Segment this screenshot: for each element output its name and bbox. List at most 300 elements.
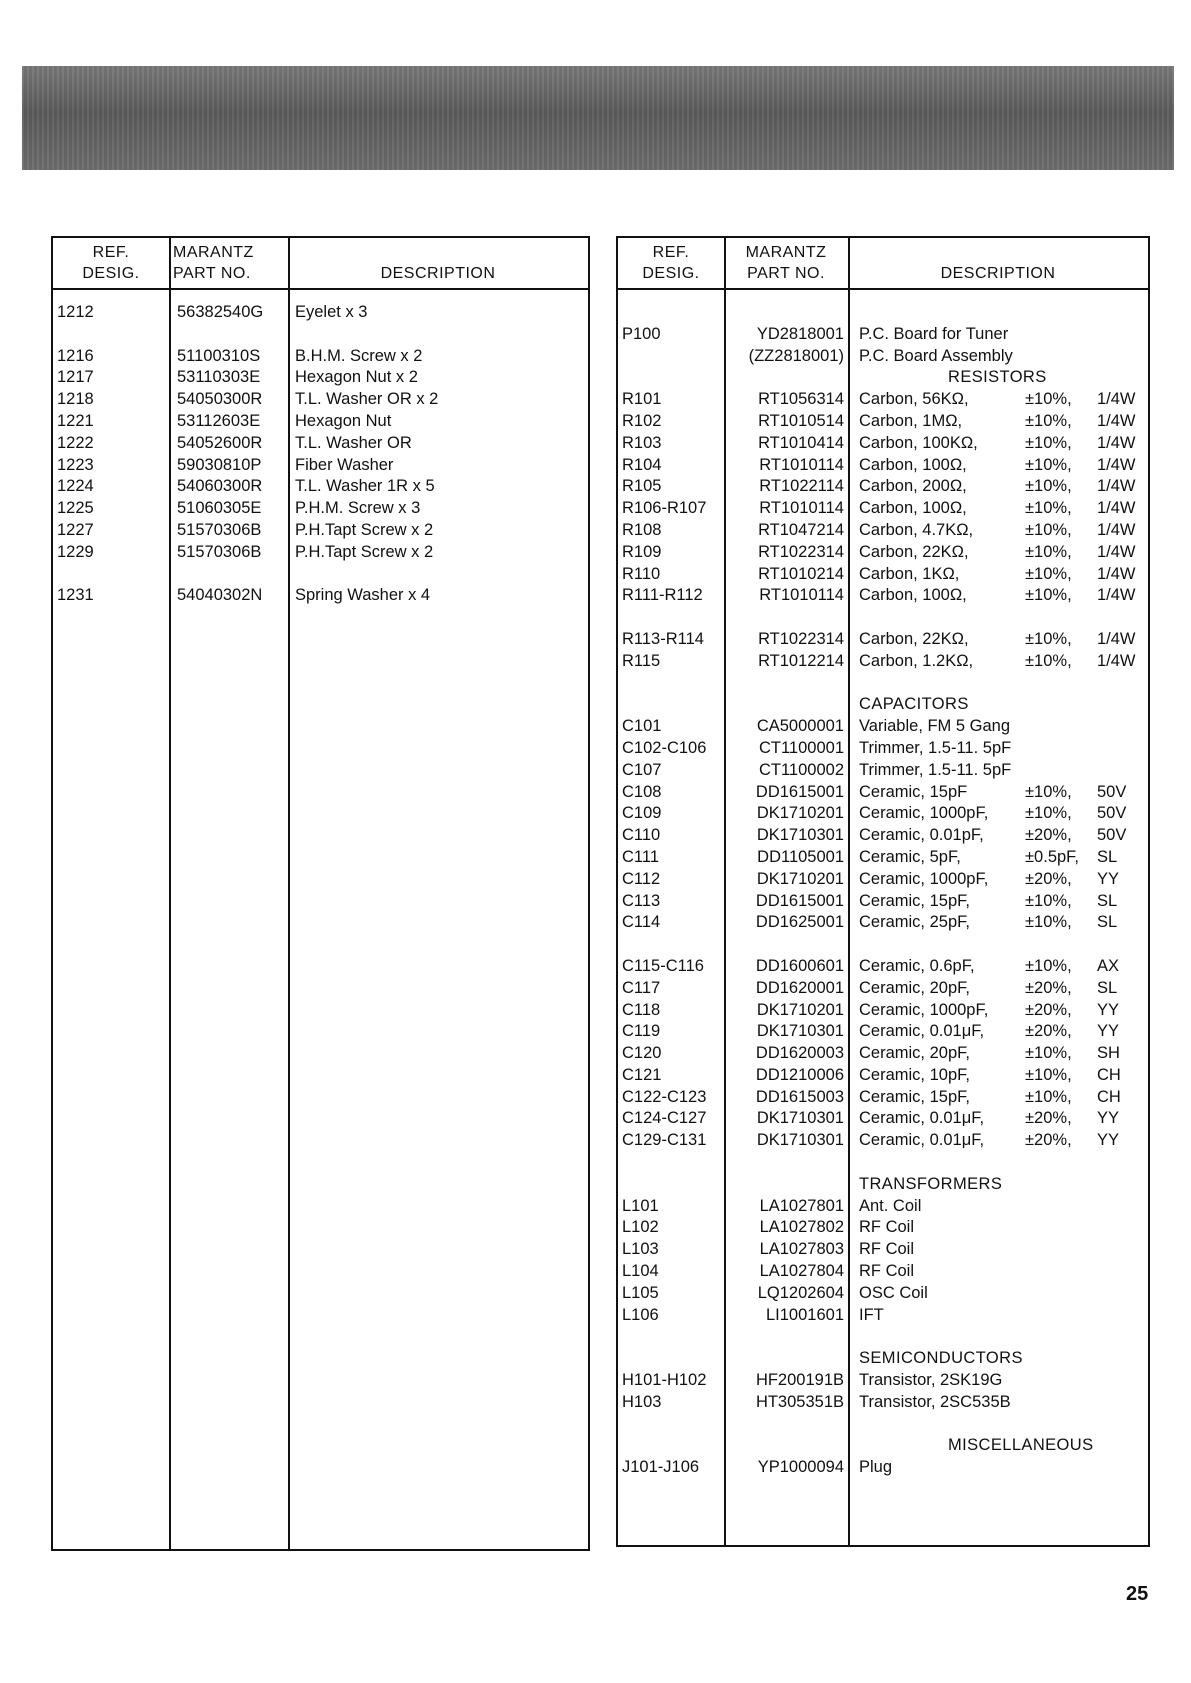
ref-designator: C113	[622, 891, 661, 910]
ref-designator: 1217	[57, 368, 94, 387]
table-row	[618, 433, 1148, 455]
part-number: YP1000094	[757, 1458, 844, 1477]
table-row	[618, 760, 1148, 782]
page-number: 25	[1126, 1583, 1149, 1605]
table-row	[618, 1239, 1148, 1261]
rating: SL	[1097, 891, 1118, 910]
ref-designator: R101	[622, 390, 662, 409]
description: Ceramic, 1000pF,	[859, 869, 989, 888]
description: Hexagon Nut	[295, 411, 392, 430]
description: Carbon, 100KΩ,	[859, 433, 978, 452]
description: Eyelet x 3	[295, 303, 368, 321]
ref-designator: C101	[622, 717, 662, 736]
table-row	[618, 389, 1148, 411]
table-row	[618, 847, 1148, 869]
table-row	[618, 1283, 1148, 1305]
rating: 1/4W	[1097, 411, 1136, 430]
ref-designator: C114	[622, 913, 661, 932]
ref-designator: P100	[622, 324, 661, 343]
ref-designator: 1222	[57, 433, 94, 452]
right-parts-table	[616, 236, 1150, 1547]
part-number: RT1022314	[758, 542, 844, 561]
rating: YY	[1097, 1000, 1120, 1019]
description: Ceramic, 0.01pF,	[859, 826, 984, 845]
part-number: LA1027801	[759, 1196, 844, 1215]
tolerance: ±10%,	[1025, 782, 1072, 801]
description: Carbon, 100Ω,	[859, 455, 967, 474]
part-number: 53112603E	[177, 411, 261, 430]
part-number: 54060300R	[177, 477, 263, 496]
row-spacer	[53, 564, 588, 586]
table-row	[618, 1305, 1148, 1327]
ref-designator: R104	[622, 455, 662, 474]
table-row	[53, 433, 588, 455]
part-number: YD2818001	[756, 324, 844, 343]
rating: SL	[1097, 913, 1118, 932]
tolerance: ±20%,	[1025, 1109, 1072, 1128]
description: P.H.M. Screw x 3	[295, 499, 421, 518]
description: RF Coil	[859, 1240, 915, 1259]
part-header-line1: MARANTZ	[173, 244, 254, 261]
part-number: 51570306B	[177, 542, 262, 561]
part-number: RT1056314	[758, 390, 844, 409]
table-row	[618, 455, 1148, 477]
ref-designator: C129-C131	[622, 1131, 707, 1150]
ref-designator: R105	[622, 477, 662, 496]
description: Ceramic, 5pF,	[859, 847, 961, 866]
table-row	[53, 302, 588, 324]
section-title: RESISTORS	[948, 368, 1047, 387]
description: P.C. Board for Tuner	[859, 324, 1009, 343]
description: T.L. Washer 1R x 5	[295, 477, 435, 496]
tolerance: ±10%,	[1025, 651, 1072, 670]
table-row	[618, 1000, 1148, 1022]
description: Ant. Coil	[859, 1196, 922, 1215]
table-row	[53, 542, 588, 564]
tolerance: ±10%,	[1025, 956, 1072, 975]
description: Fiber Washer	[295, 455, 394, 474]
description: T.L. Washer OR	[295, 433, 412, 452]
rating: 1/4W	[1097, 586, 1136, 605]
part-number: RT1047214	[758, 520, 844, 539]
table-header	[53, 238, 588, 290]
rating: YY	[1097, 869, 1120, 888]
rating: 1/4W	[1097, 433, 1136, 452]
section-heading	[618, 367, 1148, 389]
ref-designator: R102	[622, 411, 662, 430]
part-number: CT1100002	[758, 760, 844, 779]
table-row	[618, 1130, 1148, 1152]
part-number: DK1710201	[756, 1000, 844, 1019]
tolerance: ±0.5pF,	[1025, 847, 1080, 866]
tolerance: ±10%,	[1025, 891, 1072, 910]
row-spacer	[618, 1414, 1148, 1436]
table-row	[618, 542, 1148, 564]
part-number: CA5000001	[756, 717, 844, 736]
tolerance: ±10%,	[1025, 499, 1072, 518]
ref-designator: R108	[622, 520, 662, 539]
ref-designator: C119	[622, 1022, 661, 1041]
ref-designator: L101	[622, 1196, 659, 1215]
tolerance: ±20%,	[1025, 869, 1072, 888]
part-header-line2: PART NO.	[173, 265, 251, 282]
part-number: 56382540G	[177, 303, 264, 321]
description-header: DESCRIPTION	[940, 265, 1056, 282]
description: Carbon, 100Ω,	[859, 586, 967, 605]
part-number: DD1210006	[755, 1065, 844, 1084]
table-row	[53, 498, 588, 520]
ref-designator: C111	[622, 847, 659, 866]
part-number: 54040302N	[177, 586, 263, 605]
row-spacer	[618, 673, 1148, 695]
part-number: 54050300R	[177, 390, 263, 409]
description: Ceramic, 20pF,	[859, 978, 970, 997]
table-row	[618, 1196, 1148, 1218]
part-number: RT1010114	[759, 499, 844, 518]
rating: YY	[1097, 1109, 1120, 1128]
ref-designator: 1212	[57, 303, 94, 321]
rating: 50V	[1097, 826, 1127, 845]
ref-designator: C107	[622, 760, 662, 779]
ref-designator: R109	[622, 542, 662, 561]
description: Carbon, 1.2KΩ,	[859, 651, 974, 670]
rating: CH	[1097, 1087, 1121, 1106]
ref-designator: C115-C116	[622, 956, 704, 975]
row-spacer	[53, 324, 588, 346]
table-row	[618, 912, 1148, 934]
table-row	[618, 869, 1148, 891]
part-number: CT1100001	[758, 738, 844, 757]
description: P.C. Board Assembly	[859, 346, 1013, 365]
tolerance: ±10%,	[1025, 520, 1072, 539]
ref-designator: L106	[622, 1305, 659, 1324]
table-row	[618, 803, 1148, 825]
rating: SL	[1097, 847, 1118, 866]
header-banner	[22, 66, 1174, 170]
part-header-line2: PART NO.	[747, 265, 825, 282]
part-number: LA1027803	[759, 1240, 844, 1259]
part-number: 51570306B	[177, 520, 262, 539]
part-number: 51100310S	[177, 346, 261, 365]
ref-designator: J101-J106	[622, 1458, 700, 1477]
rating: 1/4W	[1097, 629, 1136, 648]
right-rows	[618, 302, 1148, 1479]
ref-designator: C102-C106	[622, 738, 707, 757]
description: Carbon, 1MΩ,	[859, 411, 963, 430]
table-row	[53, 367, 588, 389]
description: Spring Washer x 4	[295, 586, 431, 605]
ref-header-line2: DESIG.	[642, 265, 700, 282]
description: IFT	[859, 1305, 884, 1324]
row-spacer	[618, 302, 1148, 324]
ref-designator: L103	[622, 1240, 659, 1259]
part-number: RT1010114	[759, 586, 844, 605]
section-title: CAPACITORS	[859, 695, 969, 714]
table-row	[618, 629, 1148, 651]
tolerance: ±10%,	[1025, 477, 1072, 496]
ref-designator: L105	[622, 1283, 659, 1302]
part-number: DD1105001	[757, 847, 844, 866]
ref-designator: C118	[622, 1000, 661, 1019]
part-number: DD1620003	[755, 1044, 844, 1063]
table-row	[618, 585, 1148, 607]
ref-header-line1: REF.	[92, 244, 130, 261]
row-spacer	[618, 934, 1148, 956]
rating: 50V	[1097, 804, 1127, 823]
ref-designator: 1227	[57, 520, 94, 539]
tolerance: ±10%,	[1025, 586, 1072, 605]
description: Trimmer, 1.5-11. 5pF	[859, 738, 1012, 757]
description: Transistor, 2SK19G	[859, 1371, 1003, 1390]
section-heading	[618, 694, 1148, 716]
rating: 1/4W	[1097, 542, 1136, 561]
description: Ceramic, 0.6pF,	[859, 956, 975, 975]
description: Carbon, 4.7KΩ,	[859, 520, 974, 539]
description: RF Coil	[859, 1218, 915, 1237]
table-row	[618, 1021, 1148, 1043]
description: Ceramic, 0.01μF,	[859, 1109, 985, 1128]
description: OSC Coil	[859, 1283, 928, 1302]
rating: YY	[1097, 1131, 1120, 1150]
table-row	[618, 891, 1148, 913]
part-number: RT1010414	[758, 433, 844, 452]
rating: 1/4W	[1097, 499, 1136, 518]
ref-header-line2: DESIG.	[82, 265, 140, 282]
tolerance: ±20%,	[1025, 978, 1072, 997]
ref-designator: C110	[622, 826, 661, 845]
ref-designator: C121	[622, 1065, 662, 1084]
description: Carbon, 200Ω,	[859, 477, 967, 496]
tolerance: ±10%,	[1025, 629, 1072, 648]
ref-designator: C112	[622, 869, 661, 888]
tolerance: ±20%,	[1025, 1131, 1072, 1150]
part-number: HF200191B	[755, 1371, 844, 1390]
tolerance: ±10%,	[1025, 564, 1072, 583]
ref-designator: C120	[622, 1044, 662, 1063]
ref-designator: 1224	[57, 477, 94, 496]
table-row	[53, 411, 588, 433]
tolerance: ±10%,	[1025, 913, 1072, 932]
table-row	[618, 782, 1148, 804]
description: Carbon, 1KΩ,	[859, 564, 960, 583]
rating: 1/4W	[1097, 520, 1136, 539]
table-row	[618, 651, 1148, 673]
table-row	[618, 1370, 1148, 1392]
part-number: LQ1202604	[757, 1283, 844, 1302]
table-row	[53, 389, 588, 411]
description: Carbon, 100Ω,	[859, 499, 967, 518]
description: Ceramic, 10pF,	[859, 1065, 970, 1084]
ref-designator: 1218	[57, 390, 94, 409]
ref-designator: C117	[622, 978, 661, 997]
section-title: SEMICONDUCTORS	[859, 1349, 1023, 1368]
table-row	[618, 1261, 1148, 1283]
part-number: 54052600R	[177, 433, 263, 452]
part-number: DD1615003	[755, 1087, 844, 1106]
part-number: 53110303E	[177, 368, 261, 387]
tolerance: ±10%,	[1025, 1065, 1072, 1084]
ref-designator: 1221	[57, 411, 94, 430]
rating: CH	[1097, 1065, 1121, 1084]
part-number: DK1710301	[756, 826, 844, 845]
tolerance: ±20%,	[1025, 1022, 1072, 1041]
description: Trimmer, 1.5-11. 5pF	[859, 760, 1012, 779]
table-row	[618, 1087, 1148, 1109]
tolerance: ±10%,	[1025, 1087, 1072, 1106]
tolerance: ±10%,	[1025, 455, 1072, 474]
section-title: TRANSFORMERS	[859, 1174, 1003, 1193]
part-number: DK1710301	[756, 1109, 844, 1128]
row-spacer	[618, 1326, 1148, 1348]
table-row	[618, 716, 1148, 738]
rating: YY	[1097, 1022, 1120, 1041]
ref-designator: C124-C127	[622, 1109, 707, 1128]
description: Ceramic, 15pF,	[859, 891, 970, 910]
ref-designator: L104	[622, 1262, 659, 1281]
part-number: DK1710201	[756, 869, 844, 888]
description: Ceramic, 15pF	[859, 782, 968, 801]
ref-designator: 1223	[57, 455, 94, 474]
tolerance: ±10%,	[1025, 804, 1072, 823]
description: Ceramic, 15pF,	[859, 1087, 970, 1106]
description: Ceramic, 1000pF,	[859, 804, 989, 823]
part-number: LA1027804	[759, 1262, 844, 1281]
ref-designator: R106-R107	[622, 499, 707, 518]
description: T.L. Washer OR x 2	[295, 390, 439, 409]
table-row	[618, 1043, 1148, 1065]
description: Carbon, 56KΩ,	[859, 390, 969, 409]
part-number: RT1022114	[759, 477, 844, 496]
row-spacer	[618, 607, 1148, 629]
description: Plug	[859, 1458, 893, 1477]
ref-designator: 1216	[57, 346, 94, 365]
rating: 1/4W	[1097, 455, 1136, 474]
tolerance: ±10%,	[1025, 542, 1072, 561]
table-row	[618, 956, 1148, 978]
rating: SL	[1097, 978, 1118, 997]
ref-designator: 1225	[57, 499, 94, 518]
table-row	[618, 1065, 1148, 1087]
ref-header-line1: REF.	[652, 244, 690, 261]
tolerance: ±10%,	[1025, 411, 1072, 430]
table-row	[618, 738, 1148, 760]
section-heading	[618, 1435, 1148, 1457]
table-row	[618, 476, 1148, 498]
ref-designator: R115	[622, 651, 661, 670]
part-number: DD1615001	[755, 782, 844, 801]
description: Ceramic, 0.01μF,	[859, 1131, 985, 1150]
part-number: DD1620001	[755, 978, 844, 997]
ref-designator: 1231	[57, 586, 94, 605]
table-row	[618, 520, 1148, 542]
table-row	[618, 411, 1148, 433]
part-number: DK1710301	[756, 1022, 844, 1041]
table-row	[618, 564, 1148, 586]
table-row	[53, 520, 588, 542]
ref-designator: R110	[622, 564, 661, 583]
description: Ceramic, 0.01μF,	[859, 1022, 985, 1041]
description: Hexagon Nut x 2	[295, 368, 418, 387]
tolerance: ±20%,	[1025, 1000, 1072, 1019]
table-row	[618, 1392, 1148, 1414]
description: Ceramic, 25pF,	[859, 913, 970, 932]
rating: 1/4W	[1097, 390, 1136, 409]
part-number: DK1710301	[756, 1131, 844, 1150]
part-number: DD1600601	[755, 956, 844, 975]
table-row	[618, 498, 1148, 520]
tolerance: ±10%,	[1025, 433, 1072, 452]
ref-designator: R113-R114	[622, 629, 704, 648]
part-number: DK1710201	[756, 804, 844, 823]
ref-designator: C122-C123	[622, 1087, 707, 1106]
tolerance: ±10%,	[1025, 1044, 1072, 1063]
part-number: LI1001601	[766, 1305, 844, 1324]
table-row	[618, 825, 1148, 847]
ref-designator: C109	[622, 804, 662, 823]
description: Carbon, 22KΩ,	[859, 629, 969, 648]
part-number: HT305351B	[755, 1392, 844, 1411]
tolerance: ±10%,	[1025, 390, 1072, 409]
ref-designator: L102	[622, 1218, 659, 1237]
part-number: (ZZ2818001)	[748, 346, 844, 365]
description: Variable, FM 5 Gang	[859, 717, 1011, 736]
part-number: DD1625001	[755, 913, 844, 932]
rating: 1/4W	[1097, 564, 1136, 583]
table-row	[53, 476, 588, 498]
table-row	[618, 978, 1148, 1000]
table-row	[618, 1457, 1148, 1479]
left-parts-table	[51, 236, 590, 1551]
description: P.H.Tapt Screw x 2	[295, 542, 434, 561]
ref-designator: C108	[622, 782, 662, 801]
table-row	[53, 585, 588, 607]
table-row	[618, 346, 1148, 368]
ref-designator: R111-R112	[622, 586, 703, 605]
rating: AX	[1097, 956, 1120, 975]
part-number: RT1012214	[758, 651, 844, 670]
row-spacer	[618, 1152, 1148, 1174]
description-header: DESCRIPTION	[380, 265, 496, 282]
tolerance: ±20%,	[1025, 826, 1072, 845]
ref-designator: H103	[622, 1392, 662, 1411]
description: RF Coil	[859, 1262, 915, 1281]
part-number: LA1027802	[759, 1218, 844, 1237]
table-row	[618, 1217, 1148, 1239]
part-header-line1: MARANTZ	[745, 244, 827, 261]
section-heading	[618, 1174, 1148, 1196]
rating: SH	[1097, 1044, 1120, 1063]
part-number: RT1022314	[758, 629, 844, 648]
description: Ceramic, 20pF,	[859, 1044, 970, 1063]
description: Carbon, 22KΩ,	[859, 542, 969, 561]
rating: 1/4W	[1097, 651, 1136, 670]
part-number: 59030810P	[177, 455, 262, 474]
description: P.H.Tapt Screw x 2	[295, 520, 434, 539]
table-row	[618, 1108, 1148, 1130]
table-row	[618, 324, 1148, 346]
description: Ceramic, 1000pF,	[859, 1000, 989, 1019]
section-heading	[618, 1348, 1148, 1370]
part-number: RT1010514	[758, 411, 844, 430]
table-header	[618, 238, 1148, 290]
table-row	[53, 455, 588, 477]
part-number: 51060305E	[177, 499, 262, 518]
description: B.H.M. Screw x 2	[295, 346, 423, 365]
rating: 1/4W	[1097, 477, 1136, 496]
rating: 50V	[1097, 782, 1127, 801]
ref-designator: H101-H102	[622, 1371, 707, 1390]
left-rows	[53, 302, 588, 607]
